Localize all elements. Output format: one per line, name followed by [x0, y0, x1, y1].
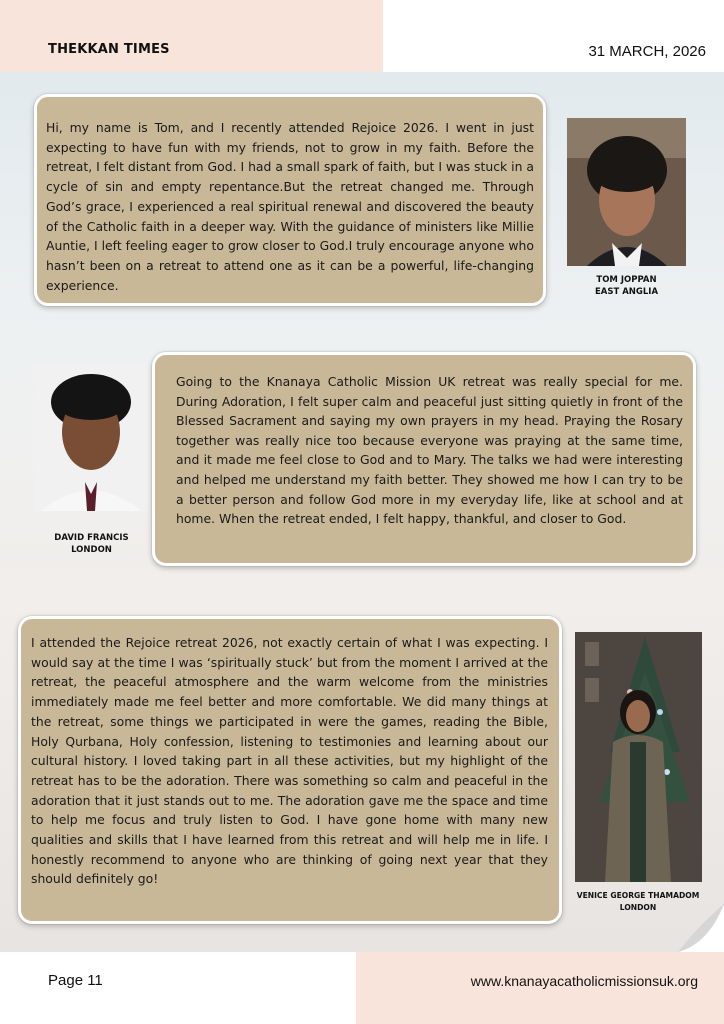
testimonial-text: Hi, my name is Tom, and I recently attended Rejoice 2026. I went in just expecting to have fun with my friends, not to grow in my faith. Before the retreat, I felt distant from God. I had a small spark of faith, but I was stuck in a cycle of sin and empty repentance.But the retreat changed me. Through God’s grace, I experienced a real spiritual renewal and discovered the beauty of the Catholic faith in a deeper way. With the guidance of ministers like Millie Auntie, I left feeling eager to grow closer to God.I truly encourage anyone who hasn’t been on a retreat to attend one as it can be a powerful, life-changing experience.	[46, 120, 534, 293]
testimonial-card-venice	[18, 616, 562, 924]
author-name: DAVID FRANCIS	[54, 533, 129, 543]
photo-tom-joppan	[567, 118, 686, 266]
testimonial-card-david	[152, 352, 696, 566]
testimonial-card-tom	[34, 94, 546, 306]
author-location: LONDON	[71, 545, 112, 555]
caption-david	[33, 532, 150, 556]
caption-tom	[567, 274, 686, 298]
portrait-icon	[575, 632, 702, 882]
page-number: Page 11	[48, 972, 103, 989]
testimonial-text: Going to the Knanaya Catholic Mission UK retreat was really special for me. During Adoration, I felt super calm and peaceful just sitting quietly in front of the Blessed Sacrament and saying my own prayers in my head. Praying the Rosary together was really nice too because everyone was praying at the same time, and it made me feel close to God and to Mary. The talks we had were interesting and helped me understand my faith better. They showed me how I can try to be a better person and follow God more in my everyday life, like at school and at home. When the retreat ended, I felt happy, thankful, and closer to God.	[176, 374, 683, 527]
photo-venice-george-thamadom	[575, 632, 702, 882]
author-location: LONDON	[619, 903, 657, 912]
publication-title: THEKKAN TIMES	[48, 42, 170, 57]
author-name: TOM JOPPAN	[596, 275, 657, 285]
page-curl-icon	[678, 904, 724, 952]
testimonial-text: I attended the Rejoice retreat 2026, not exactly certain of what I was expecting. I would say at the time I was ‘spiritually stuck’ but from the moment I arrived at the retreat, the peaceful atmosphere and the warm welcome from the ministries immediately made me feel better and more comfortable. We did many things at the retreat, some things we participated in were the games, reading the Bible, Holy Qurbana, Holy confession, listening to testimonies and learning about our cultural history. I loved taking part in all these activities, but my highlight of the retreat has to be the adoration. There was something so calm and peaceful in the adoration that it just stands out to me. The adoration gave me the space and time to help me focus and truly listen to God. I have gone home with many new qualities and skills that I have learned from this retreat and will help me in life. I honestly recommend to anyone who are thinking of going next year that they should definitely go!	[31, 635, 548, 887]
photo-david-francis	[33, 364, 150, 511]
portrait-icon	[33, 364, 150, 511]
author-location: EAST ANGLIA	[594, 287, 659, 297]
header-bar	[0, 0, 383, 72]
issue-date: 31 MARCH, 2026	[588, 43, 706, 60]
author-name: VENICE GEORGE THAMADOM	[576, 891, 700, 900]
website-url: www.knanayacatholicmissionsuk.org	[470, 973, 698, 989]
portrait-icon	[567, 118, 686, 266]
